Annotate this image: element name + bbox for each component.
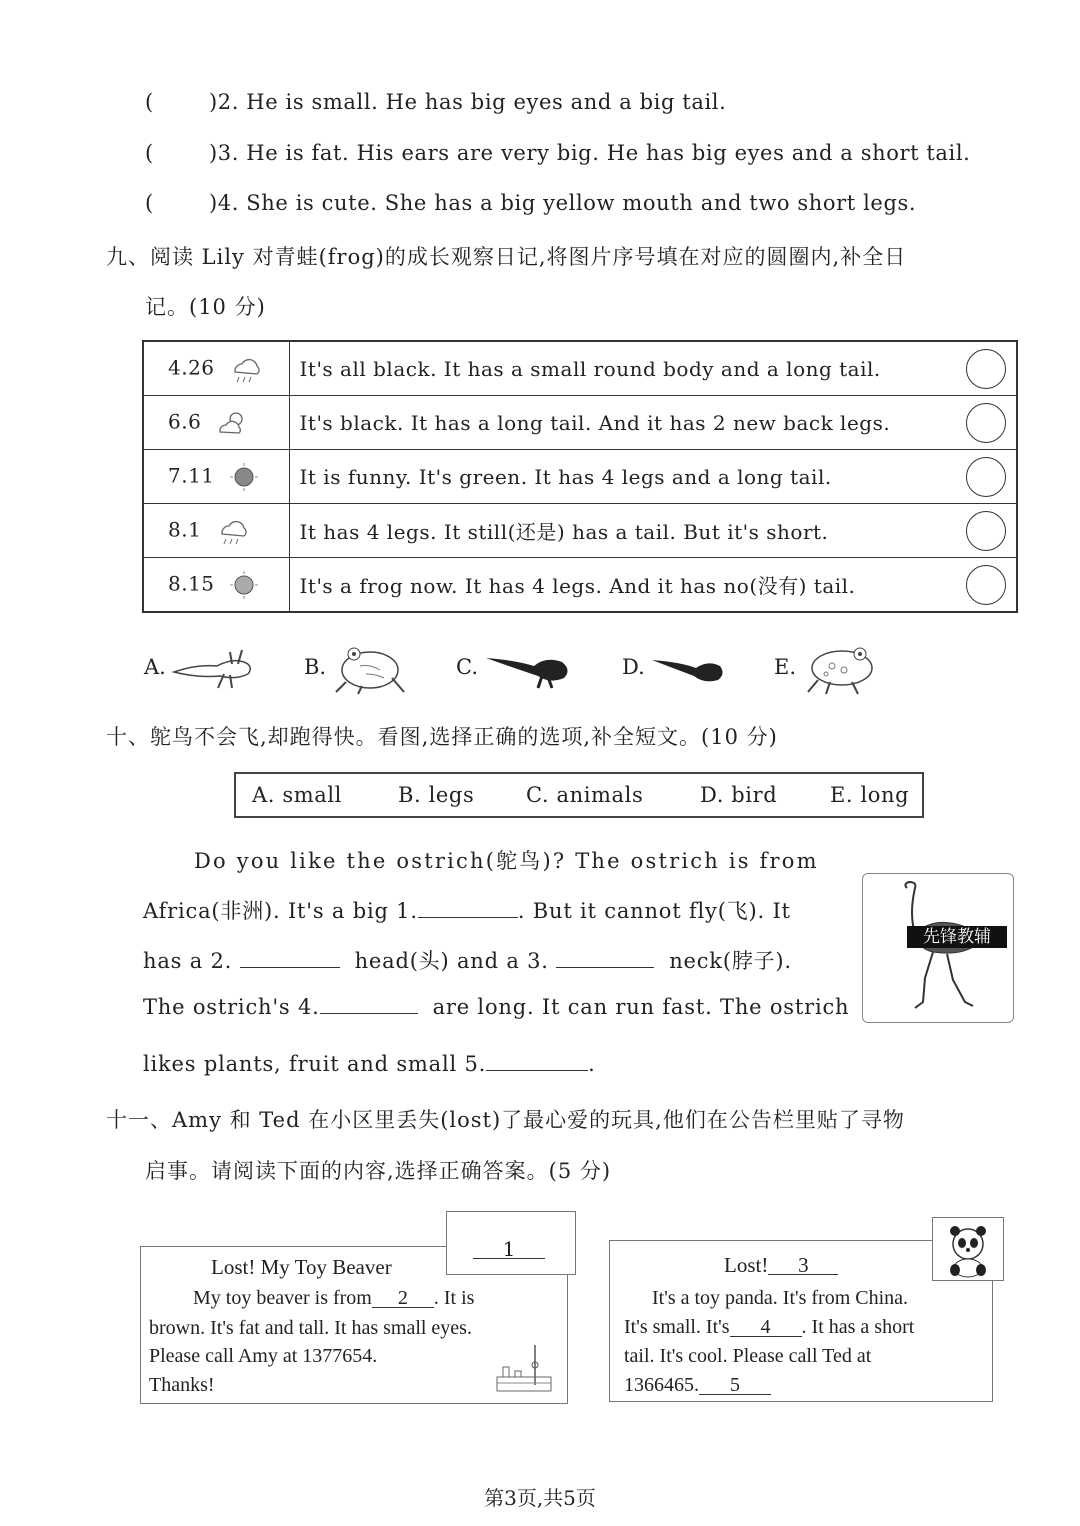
diary-entry [289, 450, 1017, 504]
tadpole-icon [650, 648, 726, 688]
passage-text: likes plants, fruit and small 5. [143, 1052, 487, 1076]
date-cell [143, 504, 289, 558]
city-skyline-icon [493, 1341, 555, 1397]
notice-title: Lost! My Toy Beaver [211, 1255, 392, 1279]
froglet-with-tail-icon [172, 644, 256, 694]
blank-1[interactable] [418, 916, 518, 918]
option-label: D. [622, 655, 645, 679]
answer-circle[interactable] [966, 349, 1006, 389]
answer-paren[interactable]: ( [145, 141, 154, 165]
diary-entry [289, 341, 1017, 396]
passage-text: . [588, 1052, 596, 1076]
date-text: 7.11 [168, 463, 215, 487]
question-text: )3. He is fat. His ears are very big. He has big eyes and a short tail. [209, 141, 971, 165]
panda-icon [933, 1218, 1003, 1280]
date-cell [143, 341, 289, 396]
answer-circle[interactable] [966, 565, 1006, 605]
passage-text: has a 2. [143, 949, 233, 973]
notice-tab [446, 1211, 576, 1275]
passage-line-4 [143, 995, 849, 1019]
date-text: 6.6 [168, 409, 202, 433]
passage-text: Africa(非洲). It's a big 1. [143, 899, 418, 923]
notice-line: tail. It's cool. Please call Ted at [624, 1345, 872, 1367]
passage-line-5 [143, 1052, 596, 1076]
diary-entry [289, 558, 1017, 613]
rain-cloud-icon [216, 516, 250, 546]
notice-text: . It has a short [801, 1316, 915, 1338]
table-row [143, 341, 1017, 396]
answer-blank-5[interactable]: 5 [699, 1376, 771, 1395]
table-row [143, 450, 1017, 504]
watermark: 先锋教辅 [907, 926, 1007, 948]
sun-cloud-icon [216, 408, 250, 438]
sun-icon [229, 570, 259, 600]
question-text: )4. She is cute. She has a big yellow mouth and two short legs. [209, 191, 917, 215]
entry-text: It's black. It has a long tail. And it has 2 new back legs. [299, 410, 891, 435]
notice-line: Thanks! [149, 1374, 215, 1396]
question-2 [145, 90, 726, 114]
ostrich-picture [862, 873, 1014, 1023]
blank-5[interactable] [486, 1069, 588, 1071]
entry-text: It's a frog now. It has 4 legs. And it has no(没有) tail. [299, 574, 856, 598]
diary-entry [289, 504, 1017, 558]
word-option: D. bird [700, 783, 778, 807]
question-3 [145, 141, 970, 165]
notice-text: My toy beaver is from [193, 1287, 372, 1309]
table-row [143, 396, 1017, 450]
rain-cloud-icon [229, 354, 263, 384]
table-row [143, 558, 1017, 613]
frog-icon [332, 638, 408, 696]
option-label: A. [144, 655, 166, 679]
blank-2[interactable] [240, 966, 340, 968]
answer-blank-3[interactable]: 3 [768, 1256, 838, 1275]
answer-paren[interactable]: ( [145, 191, 154, 215]
passage-text: . But it cannot fly(飞). It [517, 899, 791, 923]
frog-icon [802, 640, 878, 696]
notice-text: Lost! [724, 1253, 769, 1277]
question-4 [145, 191, 916, 215]
notice-line [624, 1374, 771, 1397]
option-label: E. [774, 655, 797, 679]
picture-options [144, 638, 904, 698]
passage-line-2 [143, 895, 791, 925]
notice-title [724, 1253, 838, 1278]
date-cell [143, 558, 289, 613]
sun-icon [229, 462, 259, 492]
ostrich-icon [863, 874, 1013, 1022]
word-bank [234, 772, 924, 818]
page-number: 第3页,共5页 [484, 1486, 596, 1510]
entry-text: It's all black. It has a small round body and a long tail. [299, 356, 881, 381]
section-9-title: 九、阅读 Lily 对青蛙(frog)的成长观察日记,将图片序号填在对应的圆圈内,补全日 [106, 245, 907, 269]
word-option: E. long [830, 783, 910, 807]
section-10-title: 十、鸵鸟不会飞,却跑得快。看图,选择正确的选项,补全短文。(10 分) [106, 725, 778, 749]
notice-line [193, 1287, 474, 1310]
diary-entry [289, 396, 1017, 450]
word-option: B. legs [398, 783, 475, 807]
passage-text: The ostrich's 4. [143, 995, 320, 1019]
date-text: 8.1 [168, 517, 202, 541]
date-cell [143, 396, 289, 450]
table-row [143, 504, 1017, 558]
blank-3[interactable] [556, 966, 654, 968]
word-option: C. animals [526, 783, 644, 807]
passage-text: head(头) and a 3. [354, 949, 549, 973]
blank-4[interactable] [320, 1012, 418, 1014]
notice-text: It's small. It's [624, 1316, 730, 1338]
notice-text: . It is [433, 1287, 475, 1309]
question-text: )2. He is small. He has big eyes and a big tail. [209, 90, 727, 114]
passage-line-1: Do you like the ostrich(鸵鸟)? The ostrich is from [194, 849, 819, 873]
entry-text: It has 4 legs. It still(还是) has a tail. But it's short. [299, 520, 829, 544]
answer-blank-4[interactable]: 4 [730, 1318, 802, 1337]
notice-line: brown. It's fat and tall. It has small eyes. [149, 1317, 472, 1339]
word-option: A. small [252, 783, 342, 807]
date-text: 8.15 [168, 571, 215, 595]
section-11-title: 十一、Amy 和 Ted 在小区里丢失(lost)了最心爱的玩具,他们在公告栏里贴了寻物 [106, 1108, 905, 1132]
date-text: 4.26 [168, 355, 215, 379]
answer-blank-2[interactable]: 2 [372, 1289, 434, 1308]
answer-circle[interactable] [966, 403, 1006, 443]
notice-line: Please call Amy at 1377654. [149, 1345, 378, 1367]
option-label: B. [304, 655, 327, 679]
answer-blank-1[interactable]: 1 [473, 1240, 545, 1259]
notice-line [624, 1316, 914, 1339]
section-9-title-cont: 记。(10 分) [145, 295, 266, 319]
answer-circle[interactable] [966, 457, 1006, 497]
passage-text: neck(脖子). [669, 949, 792, 973]
frog-diary-table [142, 340, 1018, 613]
passage-line-3 [143, 945, 792, 975]
entry-text: It is funny. It's green. It has 4 legs and a long tail. [299, 464, 832, 489]
answer-paren[interactable]: ( [145, 90, 154, 114]
tadpole-with-legs-icon [484, 646, 574, 690]
date-cell [143, 450, 289, 504]
panda-picture [932, 1217, 1004, 1281]
answer-circle[interactable] [966, 511, 1006, 551]
notice-line: It's a toy panda. It's from China. [652, 1287, 909, 1309]
option-label: C. [456, 655, 478, 679]
section-11-title-cont: 启事。请阅读下面的内容,选择正确答案。(5 分) [145, 1159, 612, 1183]
passage-text: are long. It can run fast. The ostrich [432, 995, 850, 1019]
notice-text: 1366465. [624, 1374, 699, 1396]
